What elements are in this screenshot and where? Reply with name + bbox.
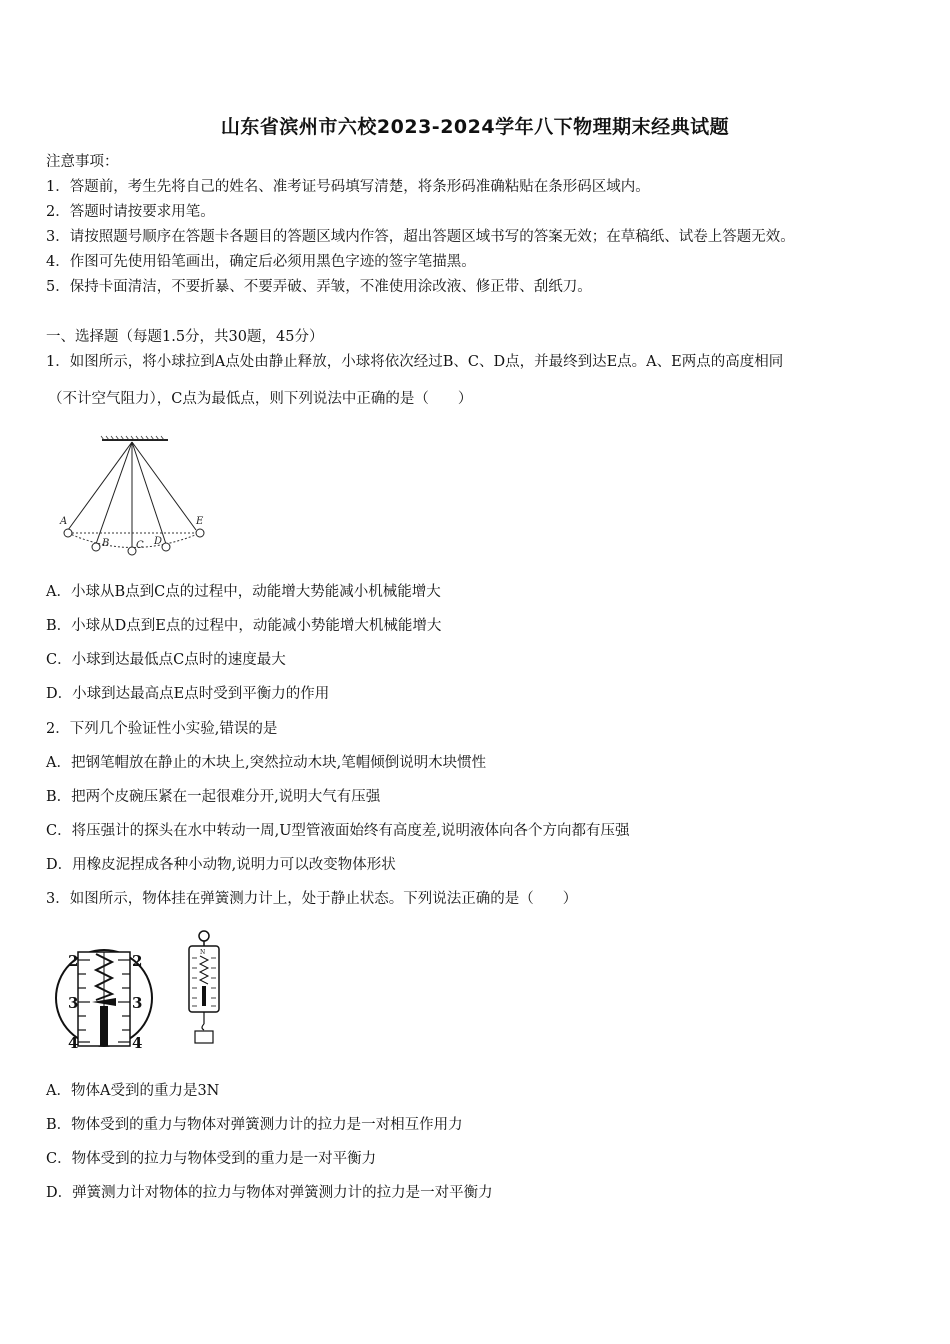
scale-label-4-right: 4 [132,1034,143,1052]
scale-label-2-left: 2 [68,952,79,970]
page-title: 山东省滨州市六校2023-2024学年八下物理期末经典试题 [220,116,730,138]
question-2-option-a: A．把钢笔帽放在静止的木块上,突然拉动木块,笔帽倾倒说明木块惯性 [46,755,487,771]
pendulum-figure [56,432,216,562]
pendulum-label-a: A [60,516,68,527]
question-3-option-b: B．物体受到的重力与物体对弹簧测力计的拉力是一对相互作用力 [46,1117,463,1133]
note-item: 1．答题前，考生先将自己的姓名、准考证号码填写清楚，将条形码准确粘贴在条形码区域内。 [46,179,650,195]
pendulum-label-e: E [196,516,204,527]
scale-unit-label: N [200,949,206,956]
note-item: 5．保持卡面清洁，不要折暴、不要弄破、弄皱，不准使用涂改液、修正带、刮纸刀。 [46,279,592,295]
question-3-option-a: A．物体A受到的重力是3N [46,1083,220,1099]
question-1-stem-line1: 1．如图所示，将小球拉到A点处由静止释放，小球将依次经过B、C、D点，并最终到达E点。A、E两点的高度相同 [46,354,784,370]
pendulum-label-c: C [136,540,144,551]
spring-scale-figure [54,926,234,1052]
scale-label-3-right: 3 [132,994,143,1012]
notes-heading: 注意事项： [46,154,119,170]
question-2-option-d: D．用橡皮泥捏成各种小动物,说明力可以改变物体形状 [46,857,396,873]
note-item: 4．作图可先使用铅笔画出，确定后必须用黑色字迹的签字笔描黑。 [46,254,476,270]
pendulum-label-b: B [102,538,110,549]
question-1-option-c: C．小球到达最低点C点时的速度最大 [46,652,286,668]
question-2-option-b: B．把两个皮碗压紧在一起很难分开,说明大气有压强 [46,789,381,805]
question-2-option-c: C．将压强计的探头在水中转动一周,U型管液面始终有高度差,说明液体向各个方向都有压强 [46,823,630,839]
scale-label-2-right: 2 [132,952,143,970]
note-item: 2．答题时请按要求用笔。 [46,204,215,220]
question-3-option-c: C．物体受到的拉力与物体受到的重力是一对平衡力 [46,1151,377,1167]
magnified-scale-view [56,950,152,1052]
question-1-option-a: A．小球从B点到C点的过程中，动能增大势能减小机械能增大 [46,584,441,600]
question-1-option-b: B．小球从D点到E点的过程中，动能减小势能增大机械能增大 [46,618,442,634]
scale-label-4-left: 4 [68,1034,79,1052]
question-1-option-d: D．小球到达最高点E点时受到平衡力的作用 [46,686,330,702]
note-item: 3．请按照题号顺序在答题卡各题目的答题区域内作答，超出答题区域书写的答案无效；在草稿纸、试卷上答题无效。 [46,229,795,245]
scale-label-3-left: 3 [68,994,79,1012]
section-heading: 一、选择题（每题1.5分，共30题，45分） [46,329,324,345]
pendulum-label-d: D [154,536,163,547]
question-3-stem: 3．如图所示，物体挂在弹簧测力计上，处于静止状态。下列说法正确的是（ ） [46,891,578,907]
question-1-stem-line2: （不计空气阻力），C点为最低点，则下列说法中正确的是（ ） [48,391,473,407]
question-3-option-d: D．弹簧测力计对物体的拉力与物体对弹簧测力计的拉力是一对平衡力 [46,1185,493,1201]
question-2-stem: 2．下列几个验证性小实验,错误的是 [46,721,278,737]
spring-scale-device [189,931,219,1043]
